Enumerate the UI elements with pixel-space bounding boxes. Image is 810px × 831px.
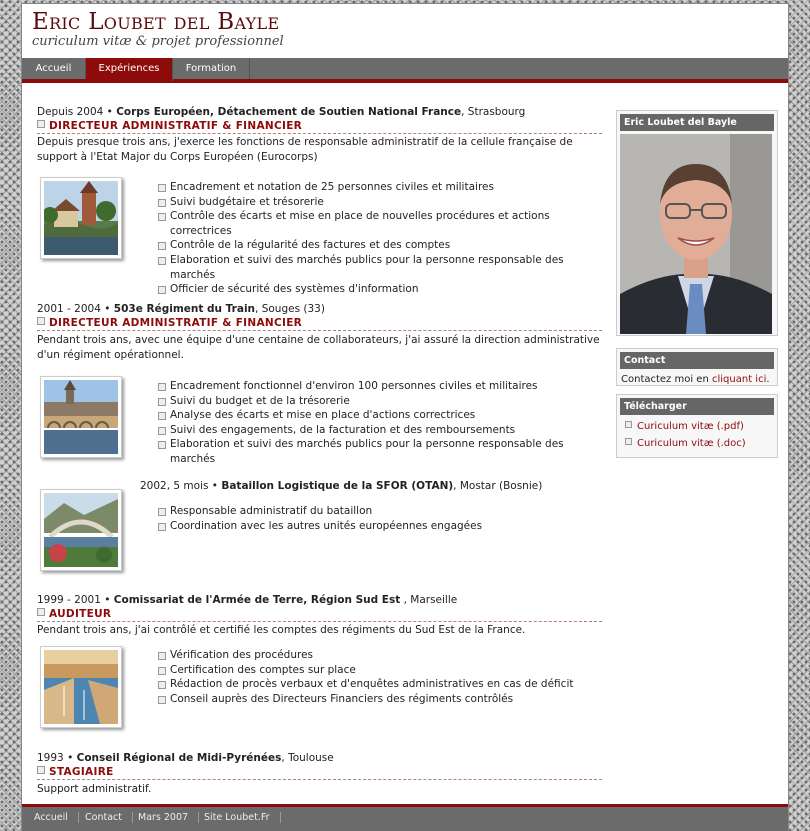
footer-link-accueil[interactable]: Accueil: [34, 812, 79, 823]
task-list: [158, 504, 578, 533]
photo-bordeaux-bridge-thumbnail: [40, 376, 122, 458]
download-doc-link[interactable]: [617, 435, 777, 452]
list-item: Suivi du budget et de la trésorerie: [158, 394, 578, 409]
list-item: Elaboration et suivi des marchés publics pour la personne responsable des marchés: [158, 437, 578, 466]
list-item: Officier de sécurité des systèmes d'information: [158, 282, 578, 297]
experience-description: Pendant trois ans, avec une équipe d'une centaine de collaborateurs, j'ai assuré la direction administrative d'un régiment opérationnel.: [37, 334, 600, 361]
photo-marseille-port-thumbnail: [40, 646, 122, 728]
tab-formation[interactable]: Formation: [173, 58, 250, 79]
tab-experiences[interactable]: Expériences: [86, 58, 173, 81]
experience-description: Support administratif.: [37, 783, 152, 795]
contact-box-title: Contact: [620, 352, 774, 369]
list-item: Vérification des procédures: [158, 648, 578, 663]
experience-period: 1993: [37, 752, 64, 764]
footer-link-date[interactable]: Mars 2007: [138, 812, 199, 823]
contact-label: Contactez moi en: [621, 374, 709, 385]
list-item: Encadrement et notation de 25 personnes civiles et militaires: [158, 180, 578, 195]
experience-header: 2002, 5 mois • Bataillon Logistique de la SFOR (OTAN), Mostar (Bosnie): [140, 480, 543, 492]
experience-header: 2001 - 2004 • 503e Régiment du Train, Souges (33): [37, 303, 325, 315]
experience-description: Depuis presque trois ans, j'exerce les fonctions de responsable administratif de la cellule française de support à l'Etat Major du Corps Européen (Eurocorps): [37, 136, 573, 163]
footer-link-site[interactable]: Site Loubet.Fr: [204, 812, 281, 823]
experience-place: , Toulouse: [281, 752, 334, 764]
list-item: Certification des comptes sur place: [158, 663, 578, 678]
list-item: Elaboration et suivi des marchés publics pour la personne responsable des marchés: [158, 253, 578, 282]
experience-org: Conseil Régional de Midi-Pyrénées: [76, 752, 282, 764]
square-bullet-icon: [37, 608, 45, 616]
list-item: Contrôle des écarts et mise en place de nouvelles procédures et actions correctrices: [158, 209, 578, 238]
task-list: [158, 180, 578, 297]
nav-bar: [22, 58, 788, 83]
experience-description: Pendant trois ans, j'ai contrôlé et certifié les comptes des régiments du Sud Est de la France.: [37, 624, 526, 636]
experience-role-label: AUDITEUR: [49, 608, 112, 620]
contact-period: .: [766, 374, 770, 385]
contact-box: [616, 348, 778, 386]
experience-period: 2002, 5 mois: [140, 480, 209, 492]
list-item: Responsable administratif du bataillon: [158, 504, 578, 519]
experience-org: Comissariat de l'Armée de Terre, Région Sud Est: [113, 594, 401, 606]
list-item: Coordination avec les autres unités européennes engagées: [158, 519, 578, 534]
download-doc-label: Curiculum vitæ (.doc): [637, 438, 746, 449]
list-item: Conseil auprès des Directeurs Financiers des régiments contrôlés: [158, 692, 578, 707]
experience-role: [37, 120, 602, 134]
experience-period: 1999 - 2001: [37, 594, 101, 606]
footer: [22, 804, 788, 831]
experience-org: Bataillon Logistique de la SFOR (OTAN): [221, 480, 454, 492]
page: [22, 4, 788, 830]
experience-org: 503e Régiment du Train: [113, 303, 256, 315]
experience-place: , Mostar (Bosnie): [453, 480, 543, 492]
list-item: Rédaction de procès verbaux et d'enquêtes administratives en cas de déficit: [158, 677, 578, 692]
task-list: [158, 648, 578, 706]
site-title: Eric Loubet del Bayle: [32, 9, 280, 35]
list-item: Suivi budgétaire et trésorerie: [158, 195, 578, 210]
header: [22, 4, 788, 60]
download-pdf-link[interactable]: [617, 418, 777, 435]
profile-photo: [620, 134, 772, 334]
list-item: Encadrement fonctionnel d'environ 100 personnes civiles et militaires: [158, 379, 578, 394]
list-item: Contrôle de la régularité des factures et des comptes: [158, 238, 578, 253]
experience-role-label: STAGIAIRE: [49, 766, 114, 778]
profile-box-title: Eric Loubet del Bayle: [620, 114, 774, 131]
experience-role: [37, 608, 602, 622]
profile-box: [616, 110, 778, 336]
experience-place: , Marseille: [400, 594, 458, 606]
contact-link[interactable]: cliquant ici: [711, 374, 767, 385]
footer-link-contact[interactable]: Contact: [85, 812, 133, 823]
square-bullet-icon: [37, 766, 45, 774]
square-bullet-icon: [625, 421, 632, 428]
square-bullet-icon: [37, 317, 45, 325]
experience-role: [37, 766, 602, 780]
photo-strasbourg-thumbnail: [40, 177, 122, 259]
task-list: [158, 379, 578, 467]
list-item: Suivi des engagements, de la facturation et des remboursements: [158, 423, 578, 438]
square-bullet-icon: [625, 438, 632, 445]
experience-period: Depuis 2004: [37, 106, 104, 118]
experience-role: [37, 317, 602, 331]
list-item: Analyse des écarts et mise en place d'actions correctrices: [158, 408, 578, 423]
experience-place: , Strasbourg: [461, 106, 526, 118]
experience-period: 2001 - 2004: [37, 303, 101, 315]
experience-place: , Souges (33): [255, 303, 325, 315]
experience-header: 1993 • Conseil Régional de Midi-Pyrénées, Toulouse: [37, 752, 334, 764]
download-pdf-label: Curiculum vitæ (.pdf): [637, 421, 744, 432]
download-box-title: Télécharger: [620, 398, 774, 415]
contact-text: [617, 372, 777, 389]
site-subtitle: curiculum vitæ & projet professionnel: [32, 34, 284, 49]
download-box: [616, 394, 778, 458]
experience-role-label: DIRECTEUR ADMINISTRATIF & FINANCIER: [49, 120, 303, 132]
experience-org: Corps Européen, Détachement de Soutien National France: [116, 106, 462, 118]
experience-role-label: DIRECTEUR ADMINISTRATIF & FINANCIER: [49, 317, 303, 329]
photo-mostar-bridge-thumbnail: [40, 489, 122, 571]
tab-accueil[interactable]: Accueil: [22, 58, 86, 79]
experience-header: Depuis 2004 • Corps Européen, Détachement de Soutien National France, Strasbourg: [37, 106, 526, 118]
experience-header: 1999 - 2001 • Comissariat de l'Armée de Terre, Région Sud Est , Marseille: [37, 594, 458, 606]
square-bullet-icon: [37, 120, 45, 128]
